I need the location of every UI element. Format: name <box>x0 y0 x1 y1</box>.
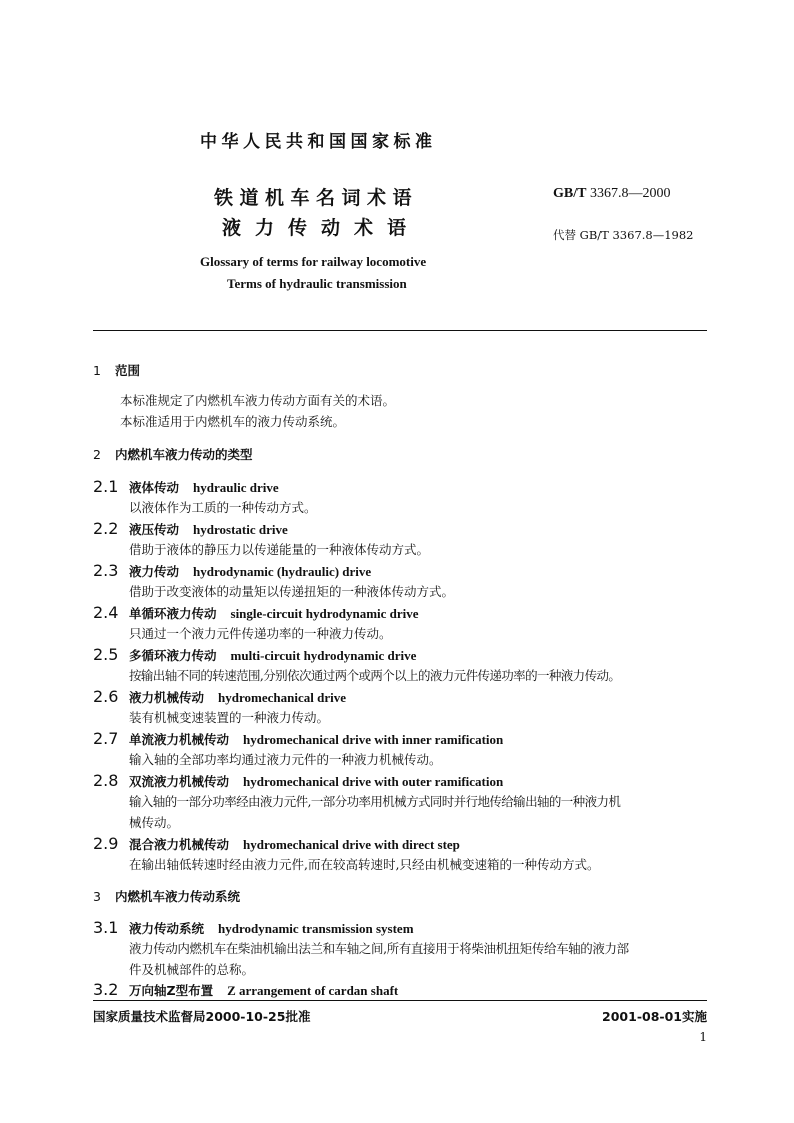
term-3-1 <box>93 918 414 937</box>
term-number: 3.2 <box>93 980 119 999</box>
term-number: 3.1 <box>93 918 119 937</box>
term-english: hydraulic drive <box>193 480 279 495</box>
term-2-2-definition: 借助于液体的静压力以传递能量的一种液体传动方式。 <box>129 542 430 557</box>
term-chinese: 万向轴Z型布置 <box>129 983 214 998</box>
term-2-5-definition: 按输出轴不同的转速范围,分别依次通过两个或两个以上的液力元件传递功率的一种液力传动。 <box>129 668 621 683</box>
header-divider <box>93 330 707 331</box>
term-2-5 <box>93 645 416 664</box>
term-2-8-definition-line-1: 输入轴的一部分功率经由液力元件,一部分功率用机械方式同时并行地传给输出轴的一种液力机 <box>129 794 621 809</box>
term-number: 2.4 <box>93 603 119 622</box>
english-title-line-1: Glossary of terms for railway locomotive <box>200 254 427 269</box>
term-number: 2.7 <box>93 729 119 748</box>
term-2-9-definition: 在输出轴低转速时经由液力元件,而在较高转速时,只经由机械变速箱的一种传动方式。 <box>129 857 600 872</box>
term-chinese: 多循环液力传动 <box>129 648 217 663</box>
term-chinese: 混合液力机械传动 <box>129 837 230 852</box>
section-1-line-1: 本标准规定了内燃机车液力传动方面有关的术语。 <box>120 393 396 408</box>
section-title: 范围 <box>115 363 141 378</box>
section-number: 3 <box>93 889 101 904</box>
term-number: 2.1 <box>93 477 119 496</box>
term-3-1-definition-line-2: 件及机械部件的总称。 <box>129 962 255 977</box>
term-chinese: 液力传动系统 <box>129 921 205 936</box>
term-number: 2.5 <box>93 645 119 664</box>
term-2-7-definition: 输入轴的全部功率均通过液力元件的一种液力机械传动。 <box>129 752 442 767</box>
term-2-1-definition: 以液体作为工质的一种传动方式。 <box>129 500 317 515</box>
document-title: 铁道机车名词术语 <box>214 187 419 209</box>
term-number: 2.6 <box>93 687 119 706</box>
standard-code: 3367.8—2000 <box>586 186 671 201</box>
term-english: single-circuit hydrodynamic drive <box>230 606 419 621</box>
term-3-2 <box>93 980 398 999</box>
term-2-3 <box>93 561 371 580</box>
term-english: hydromechanical drive <box>218 690 346 705</box>
section-1-line-2: 本标准适用于内燃机车的液力传动系统。 <box>120 414 346 429</box>
term-english: multi-circuit hydrodynamic drive <box>230 648 417 663</box>
term-english: hydrodynamic (hydraulic) drive <box>193 564 372 579</box>
term-chinese: 双流液力机械传动 <box>129 774 230 789</box>
term-chinese: 液力机械传动 <box>129 690 205 705</box>
term-2-6 <box>93 687 346 706</box>
effective-date: 2001-08-01实施 <box>602 1009 707 1024</box>
term-number: 2.8 <box>93 771 119 790</box>
term-chinese: 单循环液力传动 <box>129 606 217 621</box>
section-1-heading <box>93 361 140 379</box>
section-title: 内燃机车液力传动系统 <box>115 889 241 904</box>
term-2-2 <box>93 519 288 538</box>
standard-prefix: GB/T <box>553 186 587 201</box>
term-english: hydromechanical drive with inner ramification <box>243 732 504 747</box>
term-2-7 <box>93 729 503 748</box>
term-chinese: 单流液力机械传动 <box>129 732 230 747</box>
page-number: 1 <box>699 1030 707 1044</box>
english-title-line-2: Terms of hydraulic transmission <box>227 276 407 291</box>
term-number: 2.3 <box>93 561 119 580</box>
document-subtitle: 液力传动术语 <box>222 217 421 239</box>
footer-divider <box>93 1000 707 1001</box>
term-chinese: 液力传动 <box>129 564 180 579</box>
term-english: hydromechanical drive with direct step <box>243 837 460 852</box>
term-english: hydrostatic drive <box>193 522 288 537</box>
term-chinese: 液压传动 <box>129 522 180 537</box>
term-2-1 <box>93 477 279 496</box>
term-2-4-definition: 只通过一个液力元件传递功率的一种液力传动。 <box>129 626 392 641</box>
term-3-1-definition-line-1: 液力传动内燃机车在柴油机输出法兰和车轴之间,所有直接用于将柴油机扭矩传给车轴的液力部 <box>129 941 629 956</box>
section-3-heading <box>93 887 240 905</box>
term-chinese: 液体传动 <box>129 480 180 495</box>
term-2-3-definition: 借助于改变液体的动量矩以传递扭矩的一种液体传动方式。 <box>129 584 455 599</box>
term-2-8-definition-line-2: 械传动。 <box>129 815 180 830</box>
section-2-heading <box>93 445 253 463</box>
section-number: 1 <box>93 363 101 378</box>
term-english: hydromechanical drive with outer ramification <box>243 774 504 789</box>
standard-number <box>553 186 670 202</box>
section-title: 内燃机车液力传动的类型 <box>115 447 253 462</box>
replaces-standard: 代替 GB/T 3367.8—1982 <box>553 228 694 242</box>
term-english: Z arrangement of cardan shaft <box>227 983 399 998</box>
term-2-8 <box>93 771 503 790</box>
term-number: 2.2 <box>93 519 119 538</box>
term-2-4 <box>93 603 419 622</box>
term-2-9 <box>93 834 460 853</box>
term-number: 2.9 <box>93 834 119 853</box>
term-english: hydrodynamic transmission system <box>218 921 414 936</box>
national-standard-heading: 中华人民共和国国家标准 <box>200 132 437 152</box>
term-2-6-definition: 装有机械变速装置的一种液力传动。 <box>129 710 330 725</box>
approval-date: 国家质量技术监督局2000-10-25批准 <box>93 1009 311 1024</box>
section-number: 2 <box>93 447 101 462</box>
